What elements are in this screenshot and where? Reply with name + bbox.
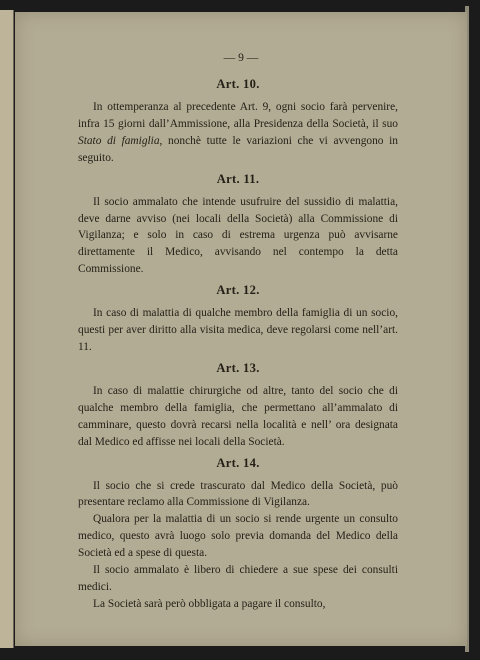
article-paragraph: La Società sarà però obbligata a pagare il consulto, — [93, 597, 326, 610]
article-heading: Art. 13. — [216, 360, 260, 375]
article-paragraph: Il socio ammalato che intende usufruire del sussidio di malattia, deve darne avviso (nei locali della Società) alla Commissione di Vigilanza; e solo in caso di estrema urgenza può avvisarne direttamente il Medico, avvisando nel contempo la detta Commissione. — [78, 195, 398, 276]
article-paragraph: Il socio ammalato è libero di chiedere a sue spese dei consulti medici. — [78, 564, 398, 593]
article-13 — [78, 360, 398, 451]
article-11 — [78, 171, 398, 279]
article-paragraph: In caso di malattia di qualche membro della famiglia di un socio, questi per aver diritto alla visita medica, deve regolarsi come nell’art. 11. — [78, 307, 398, 353]
article-paragraph: In caso di malattie chirurgiche od altre, tanto del socio che di qualche membro della famiglia, che permettano all’ammalato di camminare, questo dovrà recarsi nella località e nell’ ora designata dal Medico ed affisse nei locali della Società. — [78, 384, 398, 448]
emphasis: Stato di famiglia — [78, 134, 160, 147]
article-14 — [78, 455, 398, 613]
article-heading: Art. 14. — [216, 455, 260, 470]
article-heading: Art. 10. — [216, 77, 260, 91]
previous-page-edge — [0, 10, 14, 648]
page-text — [78, 50, 398, 617]
page-number: — 9 — — [223, 51, 259, 64]
article-paragraph: Qualora per la malattia di un socio si rende urgente un consulto medico, questo avrà luogo solo previa domanda del Medico della Società ed a spese di questa. — [78, 513, 398, 560]
article-10 — [78, 76, 398, 167]
article-heading: Art. 11. — [216, 171, 260, 186]
article-paragraph: In ottemperanza al precedente Art. 9, ogni socio farà pervenire, infra 15 giorni dall’Ammissione, alla Presidenza della Società, il suo Stato di famiglia, nonchè tutte le variazioni che vi avvengono in seguito. — [78, 101, 398, 164]
article-paragraph: Il socio che si crede trascurato dal Medico della Società, può presentare reclamo alla Commissione di Vigilanza. — [78, 479, 398, 509]
article-heading: Art. 12. — [216, 283, 260, 298]
article-12 — [78, 282, 398, 356]
